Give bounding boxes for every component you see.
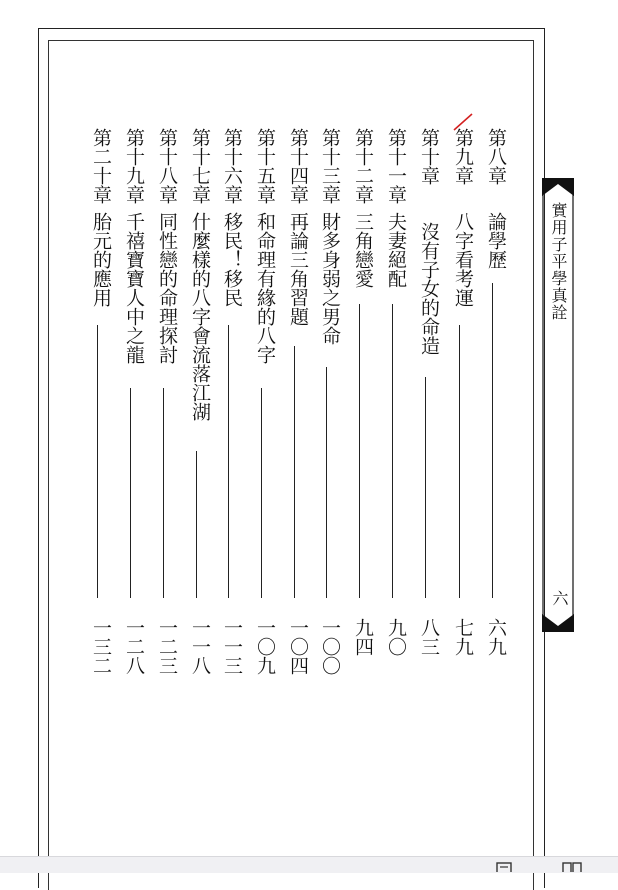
chapter-title: 千禧寶寶人中之龍 — [123, 212, 145, 364]
chapter-page-number: 九四 — [352, 618, 374, 656]
chapter-title: 三角戀愛 — [352, 212, 374, 288]
leader-line — [196, 451, 197, 598]
single-page-view-icon[interactable] — [494, 862, 514, 872]
toc-entry[interactable] — [216, 128, 242, 688]
chapter-number: 第十四章 — [287, 128, 309, 204]
leader-line — [261, 388, 262, 598]
chapter-page-number: 一三二 — [90, 618, 112, 675]
chapter-number: 第十八章 — [156, 128, 178, 204]
chapter-title: 沒有子女的命造 — [418, 222, 440, 355]
chapter-title: 再論三角習題 — [287, 212, 309, 326]
chapter-number: 第九章 — [452, 128, 474, 185]
viewer-toolbar — [0, 856, 618, 873]
chapter-page-number: 一〇四 — [287, 618, 309, 675]
chapter-number: 第十七章 — [189, 128, 211, 204]
chapter-page-number: 七九 — [452, 618, 474, 656]
chapter-title: 什麼樣的八字會流落江湖 — [189, 212, 211, 421]
toc-entry[interactable] — [314, 128, 340, 688]
leader-line — [459, 325, 460, 598]
chapter-page-number: 九〇 — [385, 618, 407, 656]
chapter-number: 第十六章 — [221, 128, 243, 204]
leader-line — [97, 325, 98, 598]
chapter-page-number: 一二八 — [123, 618, 145, 675]
leader-line — [326, 367, 327, 598]
leader-line — [425, 377, 426, 598]
toc-entry[interactable] — [347, 128, 373, 688]
page-number: 六 — [550, 590, 569, 606]
leader-line — [392, 304, 393, 598]
chapter-number: 第十二章 — [352, 128, 374, 204]
toc-entry[interactable] — [480, 128, 506, 688]
check-mark-icon — [452, 112, 474, 132]
chapter-title: 財多身弱之男命 — [319, 212, 341, 345]
toc-entry[interactable] — [249, 128, 275, 688]
leader-line — [228, 325, 229, 598]
chapter-title: 同性戀的命理探討 — [156, 212, 178, 364]
toc-entry[interactable] — [118, 128, 144, 688]
toc-entry[interactable] — [413, 128, 439, 688]
chapter-page-number: 八三 — [418, 618, 440, 656]
chapter-page-number: 一〇〇 — [319, 618, 341, 675]
toc-entry[interactable] — [380, 128, 406, 688]
leader-line — [492, 283, 493, 598]
chapter-title: 夫妻絕配 — [385, 212, 407, 288]
chapter-number: 第八章 — [485, 128, 507, 185]
chapter-number: 第十三章 — [319, 128, 341, 204]
chapter-number: 第十五章 — [254, 128, 276, 204]
book-title: 實用子平學真詮 — [549, 202, 568, 321]
leader-line — [163, 388, 164, 598]
leader-line — [294, 346, 295, 598]
chapter-number: 第十章 — [418, 128, 440, 185]
toc-entry[interactable] — [184, 128, 210, 688]
chapter-number: 第十九章 — [123, 128, 145, 204]
chapter-title: 和命理有緣的八字 — [254, 212, 276, 364]
toc-entry[interactable] — [85, 128, 111, 688]
chapter-title: 論學歷 — [485, 212, 507, 269]
chapter-page-number: 一一八 — [189, 618, 211, 675]
chapter-page-number: 一二三 — [156, 618, 178, 675]
chapter-title: 胎元的應用 — [90, 212, 112, 307]
chapter-page-number: 一〇九 — [254, 618, 276, 675]
two-page-view-icon[interactable] — [562, 862, 582, 872]
chapter-page-number: 一一三 — [221, 618, 243, 675]
chapter-number: 第十一章 — [385, 128, 407, 204]
leader-line — [130, 388, 131, 598]
chapter-title: 移民！移民 — [221, 212, 243, 307]
toc-entry[interactable] — [282, 128, 308, 688]
leader-line — [359, 304, 360, 598]
chapter-page-number: 六九 — [485, 618, 507, 656]
toc-entry[interactable] — [447, 128, 473, 688]
chapter-number: 第二十章 — [90, 128, 112, 204]
toc-entry[interactable] — [151, 128, 177, 688]
chapter-title: 八字看考運 — [452, 212, 474, 307]
